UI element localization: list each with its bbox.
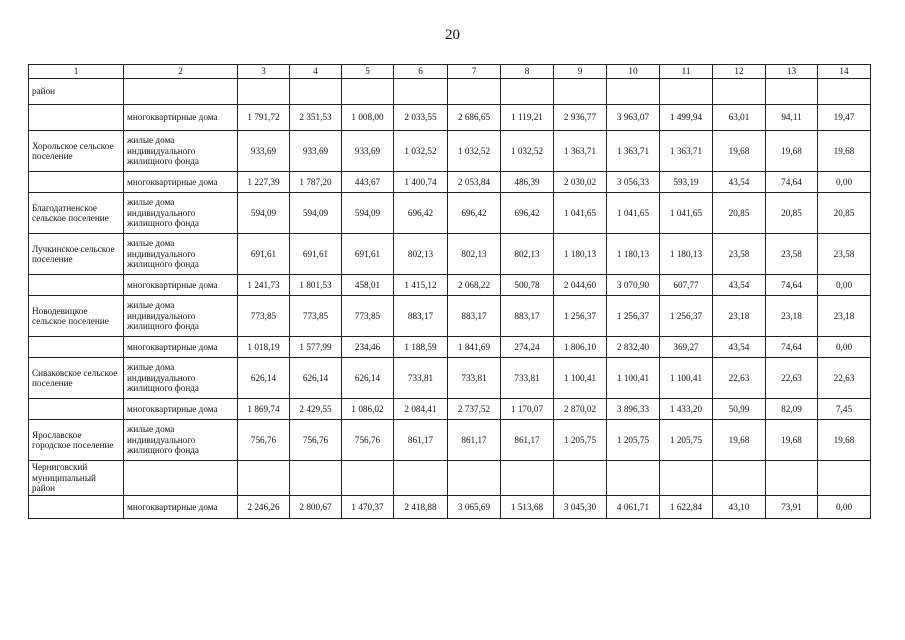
table-row	[29, 337, 871, 358]
table-row	[29, 399, 871, 420]
value-cell: 63,01	[713, 105, 766, 131]
value-cell	[448, 79, 501, 105]
value-cell: 19,47	[818, 105, 871, 131]
value-cell: 1 100,41	[607, 358, 660, 399]
value-cell: 1 227,39	[238, 172, 290, 193]
value-cell	[607, 461, 660, 496]
value-cell: 458,01	[342, 275, 394, 296]
value-cell: 0,00	[818, 496, 871, 519]
value-cell: 0,00	[818, 172, 871, 193]
value-cell: 696,42	[448, 193, 501, 234]
value-cell: 773,85	[238, 296, 290, 337]
housing-type	[124, 461, 238, 496]
value-cell: 74,64	[766, 275, 818, 296]
value-cell: 1 032,52	[448, 131, 501, 172]
housing-type: многоквартирные дома	[124, 337, 238, 358]
value-cell: 773,85	[290, 296, 342, 337]
value-cell	[342, 461, 394, 496]
value-cell	[660, 79, 713, 105]
housing-type: жилые дома индивидуального жилищного фонда	[124, 296, 238, 337]
value-cell	[607, 79, 660, 105]
value-cell: 1 188,59	[394, 337, 448, 358]
value-cell: 20,85	[766, 193, 818, 234]
value-cell: 1 256,37	[554, 296, 607, 337]
settlement-name	[29, 172, 124, 193]
value-cell	[238, 79, 290, 105]
header-row	[29, 65, 871, 79]
value-cell: 3 045,30	[554, 496, 607, 519]
value-cell: 19,68	[713, 420, 766, 461]
value-cell: 1 032,52	[394, 131, 448, 172]
housing-type	[124, 79, 238, 105]
value-cell: 626,14	[238, 358, 290, 399]
column-header: 6	[394, 65, 448, 79]
value-cell: 691,61	[290, 234, 342, 275]
value-cell: 22,63	[766, 358, 818, 399]
value-cell: 1 415,12	[394, 275, 448, 296]
value-cell: 1 241,73	[238, 275, 290, 296]
housing-type: жилые дома индивидуального жилищного фонда	[124, 420, 238, 461]
value-cell: 43,54	[713, 275, 766, 296]
value-cell: 1 032,52	[501, 131, 554, 172]
value-cell: 0,00	[818, 275, 871, 296]
settlement-name: Ярославское городское поселение	[29, 420, 124, 461]
column-header: 4	[290, 65, 342, 79]
value-cell	[660, 461, 713, 496]
value-cell: 861,17	[394, 420, 448, 461]
housing-type: многоквартирные дома	[124, 105, 238, 131]
value-cell: 2 737,52	[448, 399, 501, 420]
table-row	[29, 461, 871, 496]
value-cell: 1 170,07	[501, 399, 554, 420]
settlement-name: Сиваковское сельское поселение	[29, 358, 124, 399]
table-row	[29, 420, 871, 461]
value-cell: 1 363,71	[607, 131, 660, 172]
value-cell: 3 056,33	[607, 172, 660, 193]
value-cell: 1 622,84	[660, 496, 713, 519]
value-cell: 43,10	[713, 496, 766, 519]
value-cell: 19,68	[818, 131, 871, 172]
value-cell: 861,17	[448, 420, 501, 461]
table-row	[29, 496, 871, 519]
value-cell: 1 041,65	[660, 193, 713, 234]
value-cell: 733,81	[394, 358, 448, 399]
value-cell: 1 008,00	[342, 105, 394, 131]
settlement-name	[29, 337, 124, 358]
value-cell: 1 041,65	[607, 193, 660, 234]
table-row	[29, 131, 871, 172]
settlement-name: Новодевицкое сельское поселение	[29, 296, 124, 337]
value-cell: 933,69	[290, 131, 342, 172]
value-cell: 933,69	[342, 131, 394, 172]
value-cell: 50,99	[713, 399, 766, 420]
value-cell: 1 180,13	[660, 234, 713, 275]
tariff-table	[28, 64, 871, 519]
table-row	[29, 105, 871, 131]
settlement-name	[29, 105, 124, 131]
value-cell	[394, 79, 448, 105]
value-cell: 1 205,75	[554, 420, 607, 461]
value-cell: 1 100,41	[660, 358, 713, 399]
column-header: 5	[342, 65, 394, 79]
page-number: 20	[445, 27, 460, 43]
value-cell: 19,68	[766, 420, 818, 461]
value-cell: 500,78	[501, 275, 554, 296]
housing-type: жилые дома индивидуального жилищного фонда	[124, 234, 238, 275]
value-cell: 802,13	[394, 234, 448, 275]
value-cell: 1 180,13	[607, 234, 660, 275]
value-cell: 756,76	[238, 420, 290, 461]
value-cell	[342, 79, 394, 105]
value-cell: 234,46	[342, 337, 394, 358]
column-header: 2	[124, 65, 238, 79]
value-cell: 3 070,90	[607, 275, 660, 296]
value-cell	[818, 79, 871, 105]
value-cell: 2 030,02	[554, 172, 607, 193]
value-cell: 23,58	[818, 234, 871, 275]
column-header: 12	[713, 65, 766, 79]
value-cell: 626,14	[342, 358, 394, 399]
housing-type: многоквартирные дома	[124, 496, 238, 519]
value-cell: 3 896,33	[607, 399, 660, 420]
settlement-name	[29, 275, 124, 296]
column-header: 3	[238, 65, 290, 79]
value-cell: 1 841,69	[448, 337, 501, 358]
value-cell: 1 363,71	[660, 131, 713, 172]
housing-type: многоквартирные дома	[124, 399, 238, 420]
value-cell: 1 086,02	[342, 399, 394, 420]
housing-type: многоквартирные дома	[124, 172, 238, 193]
value-cell: 443,67	[342, 172, 394, 193]
value-cell: 883,17	[448, 296, 501, 337]
value-cell: 756,76	[290, 420, 342, 461]
value-cell: 1 256,37	[660, 296, 713, 337]
value-cell: 23,58	[713, 234, 766, 275]
value-cell: 1 018,19	[238, 337, 290, 358]
housing-type: многоквартирные дома	[124, 275, 238, 296]
settlement-name: район	[29, 79, 124, 105]
value-cell: 0,00	[818, 337, 871, 358]
value-cell: 1 470,37	[342, 496, 394, 519]
table-row	[29, 79, 871, 105]
value-cell: 2 084,41	[394, 399, 448, 420]
value-cell: 691,61	[342, 234, 394, 275]
value-cell: 94,11	[766, 105, 818, 131]
table-row	[29, 296, 871, 337]
value-cell	[554, 461, 607, 496]
value-cell: 2 936,77	[554, 105, 607, 131]
value-cell: 1 787,20	[290, 172, 342, 193]
value-cell: 883,17	[501, 296, 554, 337]
value-cell: 1 100,41	[554, 358, 607, 399]
value-cell: 369,27	[660, 337, 713, 358]
value-cell: 19,68	[766, 131, 818, 172]
housing-type: жилые дома индивидуального жилищного фонда	[124, 131, 238, 172]
value-cell: 23,18	[818, 296, 871, 337]
value-cell: 802,13	[501, 234, 554, 275]
value-cell: 3 963,07	[607, 105, 660, 131]
column-header: 9	[554, 65, 607, 79]
value-cell: 1 180,13	[554, 234, 607, 275]
value-cell: 22,63	[818, 358, 871, 399]
table-row	[29, 358, 871, 399]
value-cell	[766, 79, 818, 105]
value-cell: 2 351,53	[290, 105, 342, 131]
value-cell	[290, 79, 342, 105]
value-cell: 802,13	[448, 234, 501, 275]
table-row	[29, 172, 871, 193]
table-row	[29, 234, 871, 275]
value-cell: 773,85	[342, 296, 394, 337]
table-row	[29, 193, 871, 234]
value-cell: 74,64	[766, 337, 818, 358]
value-cell: 733,81	[501, 358, 554, 399]
settlement-name	[29, 399, 124, 420]
settlement-name: Благодатненское сельское поселение	[29, 193, 124, 234]
value-cell: 696,42	[501, 193, 554, 234]
value-cell: 7,45	[818, 399, 871, 420]
settlement-name	[29, 496, 124, 519]
value-cell: 82,09	[766, 399, 818, 420]
value-cell: 594,09	[342, 193, 394, 234]
value-cell: 626,14	[290, 358, 342, 399]
value-cell: 1 119,21	[501, 105, 554, 131]
value-cell: 1 205,75	[607, 420, 660, 461]
housing-type: жилые дома индивидуального жилищного фонда	[124, 193, 238, 234]
value-cell: 733,81	[448, 358, 501, 399]
value-cell: 1 400,74	[394, 172, 448, 193]
value-cell: 1 791,72	[238, 105, 290, 131]
value-cell: 2 429,55	[290, 399, 342, 420]
value-cell: 2 832,40	[607, 337, 660, 358]
housing-type: жилые дома индивидуального жилищного фонда	[124, 358, 238, 399]
column-header: 1	[29, 65, 124, 79]
settlement-name: Хорольское сельское поселение	[29, 131, 124, 172]
column-header: 10	[607, 65, 660, 79]
value-cell: 1 256,37	[607, 296, 660, 337]
value-cell: 19,68	[818, 420, 871, 461]
value-cell	[818, 461, 871, 496]
value-cell: 2 246,26	[238, 496, 290, 519]
value-cell: 883,17	[394, 296, 448, 337]
value-cell: 20,85	[713, 193, 766, 234]
value-cell: 1 041,65	[554, 193, 607, 234]
value-cell: 19,68	[713, 131, 766, 172]
value-cell	[713, 461, 766, 496]
column-header: 7	[448, 65, 501, 79]
settlement-name: Лучкинское сельское поселение	[29, 234, 124, 275]
value-cell: 2 033,55	[394, 105, 448, 131]
settlement-name: Черниговский муниципальный район	[29, 461, 124, 496]
value-cell: 2 686,65	[448, 105, 501, 131]
value-cell: 1 433,20	[660, 399, 713, 420]
value-cell: 486,39	[501, 172, 554, 193]
value-cell: 2 044,60	[554, 275, 607, 296]
value-cell: 74,64	[766, 172, 818, 193]
value-cell: 2 870,02	[554, 399, 607, 420]
column-header: 8	[501, 65, 554, 79]
value-cell: 1 363,71	[554, 131, 607, 172]
value-cell: 594,09	[290, 193, 342, 234]
value-cell: 691,61	[238, 234, 290, 275]
value-cell: 2 418,88	[394, 496, 448, 519]
value-cell: 274,24	[501, 337, 554, 358]
value-cell: 1 499,94	[660, 105, 713, 131]
table-row	[29, 275, 871, 296]
column-header: 11	[660, 65, 713, 79]
value-cell: 43,54	[713, 172, 766, 193]
value-cell: 23,18	[713, 296, 766, 337]
value-cell: 23,18	[766, 296, 818, 337]
value-cell: 22,63	[713, 358, 766, 399]
value-cell: 43,54	[713, 337, 766, 358]
value-cell: 933,69	[238, 131, 290, 172]
value-cell: 1 869,74	[238, 399, 290, 420]
value-cell: 1 801,53	[290, 275, 342, 296]
value-cell: 3 065,69	[448, 496, 501, 519]
value-cell: 696,42	[394, 193, 448, 234]
value-cell	[290, 461, 342, 496]
value-cell: 1 577,99	[290, 337, 342, 358]
value-cell	[394, 461, 448, 496]
value-cell: 2 800,67	[290, 496, 342, 519]
value-cell: 593,19	[660, 172, 713, 193]
value-cell	[448, 461, 501, 496]
value-cell: 73,91	[766, 496, 818, 519]
value-cell: 2 068,22	[448, 275, 501, 296]
column-header: 13	[766, 65, 818, 79]
value-cell: 1 513,68	[501, 496, 554, 519]
value-cell: 594,09	[238, 193, 290, 234]
value-cell: 4 061,71	[607, 496, 660, 519]
value-cell: 20,85	[818, 193, 871, 234]
value-cell	[501, 79, 554, 105]
value-cell	[501, 461, 554, 496]
value-cell: 756,76	[342, 420, 394, 461]
column-header: 14	[818, 65, 871, 79]
value-cell: 23,58	[766, 234, 818, 275]
value-cell: 1 205,75	[660, 420, 713, 461]
value-cell: 861,17	[501, 420, 554, 461]
value-cell	[238, 461, 290, 496]
value-cell: 607,77	[660, 275, 713, 296]
value-cell	[766, 461, 818, 496]
value-cell: 2 053,84	[448, 172, 501, 193]
value-cell: 1 806,10	[554, 337, 607, 358]
value-cell	[554, 79, 607, 105]
value-cell	[713, 79, 766, 105]
